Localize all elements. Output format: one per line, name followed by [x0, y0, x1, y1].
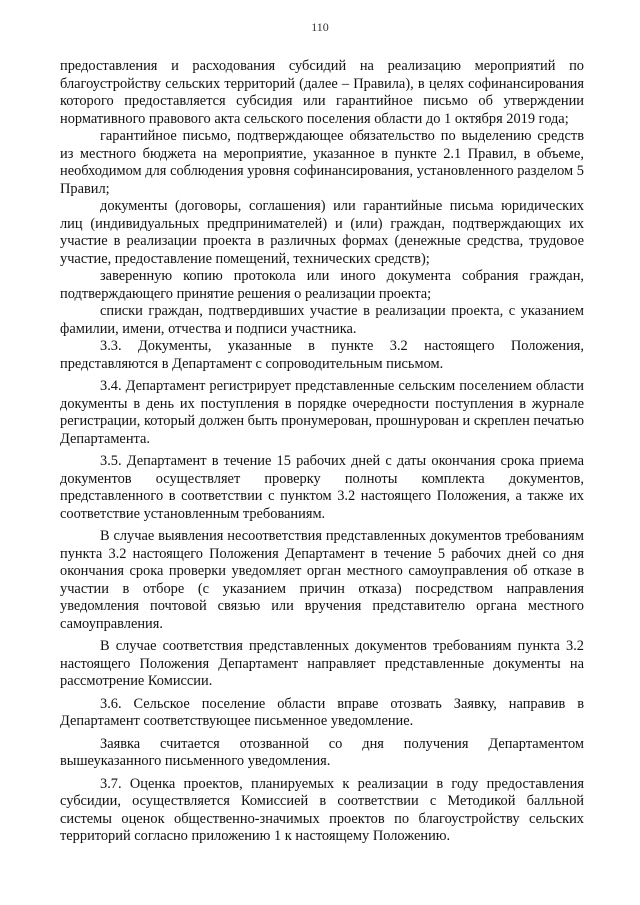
paragraph: списки граждан, подтвердивших участие в реализации проекта, с указанием фамилии, имени, отчества и подписи участника. — [60, 303, 584, 337]
paragraph: 3.4. Департамент регистрирует представленные сельским поселением области документы в день их поступления в порядке очередности поступления в журнале регистрации, который должен быть пронумерован, прошнурован и скреплен печатью Департамента. — [60, 378, 584, 447]
paragraph: гарантийное письмо, подтверждающее обязательство по выделению средств из местного бюджета на мероприятие, указанное в пункте 2.1 Правил, в объеме, необходимом для соблюдения уровня софинансирования, установленного разделом 5 Правил; — [60, 128, 584, 197]
paragraph: документы (договоры, соглашения) или гарантийные письма юридических лиц (индивидуальных предпринимателей) и (или) граждан, подтверждающих их участие в реализации проекта в различных формах (денежные средства, трудовое участие, предоставление помещений, технических средств); — [60, 198, 584, 267]
paragraph: 3.7. Оценка проектов, планируемых к реализации в году предоставления субсидии, осуществляется Комиссией в соответствии с Методикой балльной системы оценок общественно-значимых проектов по благоустройству сельских территорий согласно приложению 1 к настоящему Положению. — [60, 775, 584, 844]
paragraph: Заявка считается отозванной со дня получения Департаментом вышеуказанного письменного уведомления. — [60, 735, 584, 769]
paragraph: 3.6. Сельское поселение области вправе отозвать Заявку, направив в Департамент соответствующее письменное уведомление. — [60, 695, 584, 729]
paragraph: предоставления и расходования субсидий на реализацию мероприятий по благоустройству сельских территорий (далее – Правила), в целях софинансирования которого предоставляется субсидия или гарантийное письмо об утверждении нормативного правового акта сельского поселения области до 1 октября 2019 года; — [60, 58, 584, 127]
paragraph: заверенную копию протокола или иного документа собрания граждан, подтверждающего принятие решения о реализации проекта; — [60, 268, 584, 302]
paragraph: 3.3. Документы, указанные в пункте 3.2 настоящего Положения, представляются в Департамент с сопроводительным письмом. — [60, 338, 584, 372]
page-number: 110 — [311, 20, 329, 34]
paragraph: В случае соответствия представленных документов требованиям пункта 3.2 настоящего Положения Департамент направляет представленные документы на рассмотрение Комиссии. — [60, 638, 584, 689]
paragraph: 3.5. Департамент в течение 15 рабочих дней с даты окончания срока приема документов осуществляет проверку полноты комплекта документов, представленного в соответствии с пунктом 3.2 настоящего Положения, а также их соответствие установленным требованиям. — [60, 453, 584, 522]
paragraph: В случае выявления несоответствия представленных документов требованиям пункта 3.2 настоящего Положения Департамент в течение 5 рабочих дней со дня окончания срока проверки уведомляет орган местного самоуправления об отказе в участии в отборе (с указанием причин отказа) посредством направления уведомления почтовой связью или вручения представителю органа местного самоуправления. — [60, 528, 584, 632]
document-body — [60, 58, 584, 846]
